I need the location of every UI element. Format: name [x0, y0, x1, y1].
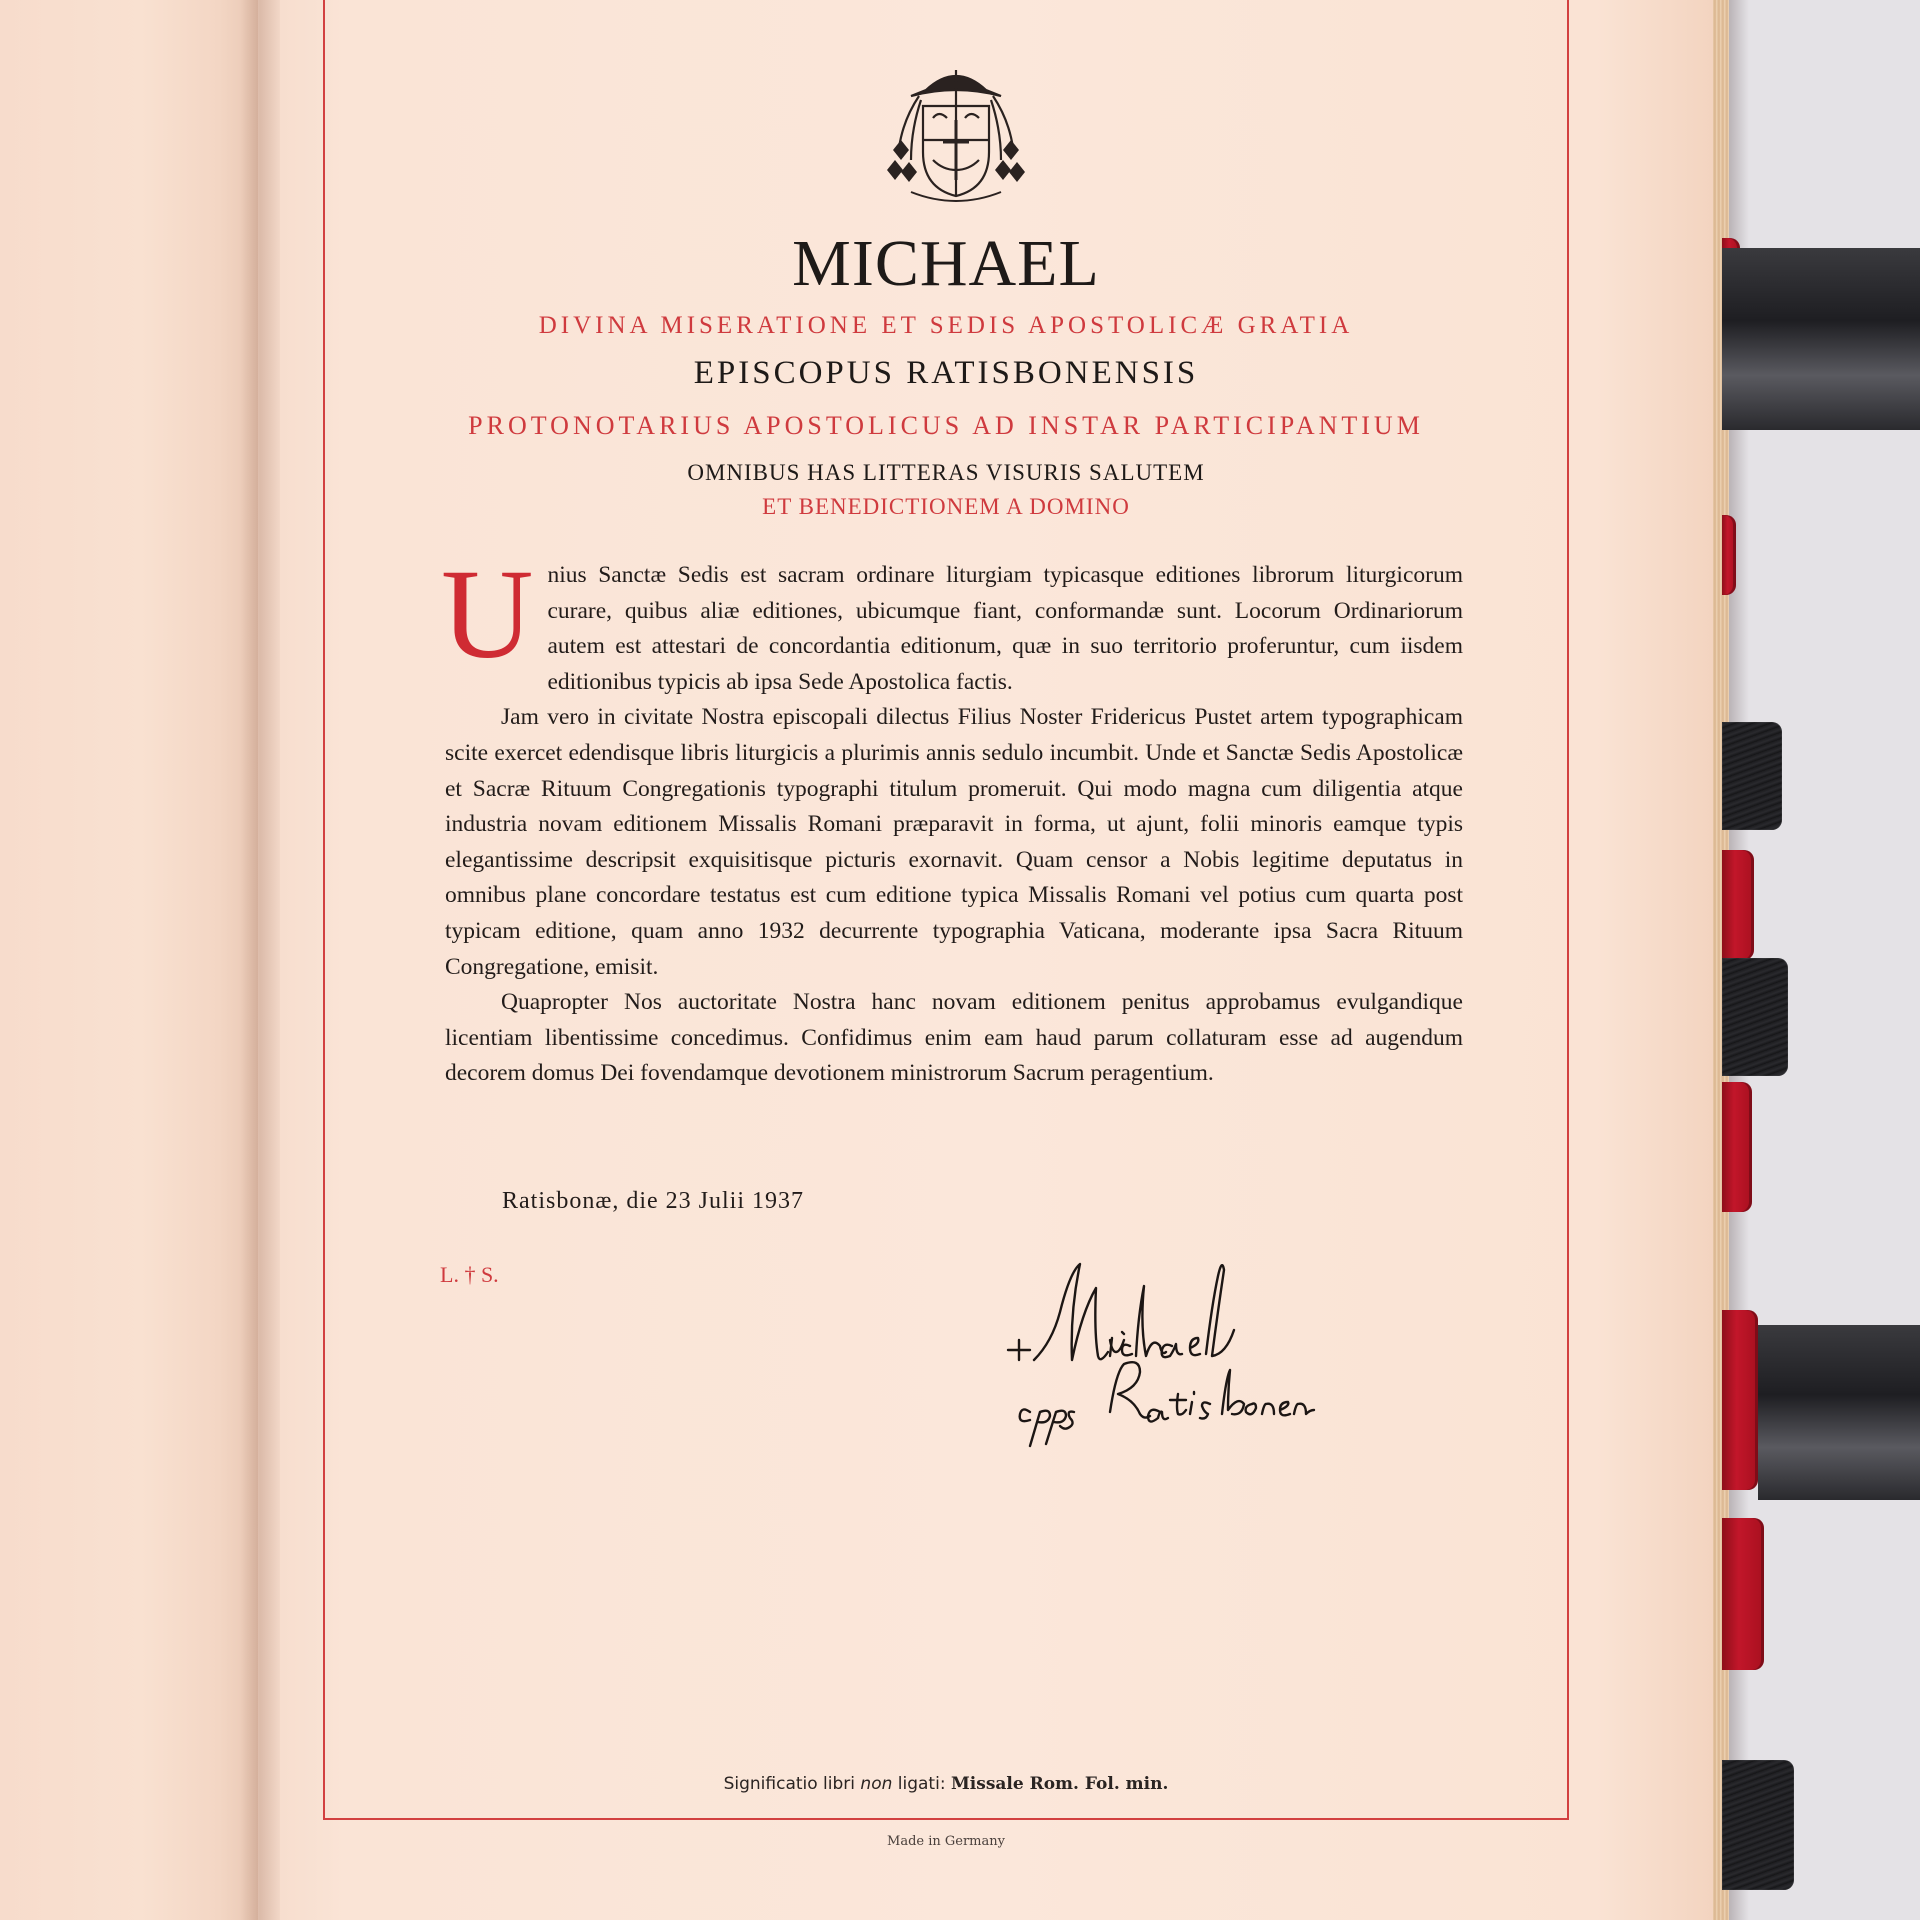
page-title: MICHAEL — [792, 227, 1100, 300]
subtitle-divina-miseratione: DIVINA MISERATIONE ET SEDIS APOSTOLICÆ GRATIA — [538, 312, 1354, 339]
episcopal-coat-of-arms-icon — [881, 60, 1031, 205]
index-tab-strip — [1758, 1325, 1920, 1500]
made-in-germany: Made in Germany — [887, 1834, 1005, 1849]
index-tab-red[interactable] — [1722, 515, 1736, 595]
footer-bold: Missale Rom. Fol. min. — [950, 1774, 1169, 1794]
footer-italic: non — [860, 1774, 893, 1794]
paragraph-2: Jam vero in civitate Nostra episcopali dilectus Filius Noster Fridericus Pustet artem typographicam scite exercet edendisque libris liturgicis a plurimis annis sedulo incumbit. Unde et Sanctæ Sedis Apostolicæ et Sacræ Rituum Congregationis typographi titulum promeruit. Qui modo magna cum diligentia atque industria novam editionem Missalis Romani præparavit in forma, ut ajunt, folii minoris eamque typis elegantissime descripsit exquisitisque picturis exornavit. Quam censor a Nobis legitime deputatus in omnibus plane concordare testatus est cum editione typica Missalis Romani vel potius cum quarta post typicam editione, quam anno 1932 decurrente typographia Vaticana, moderante ipsa Sacra Rituum Congregatione, emisit. — [445, 704, 1463, 980]
subtitle-protonotarius: PROTONOTARIUS APOSTOLICUS AD INSTAR PARTICIPANTIUM — [468, 411, 1424, 440]
footer-prefix: Significatio libri — [723, 1774, 861, 1794]
salutation-line-2: ET BENEDICTIONEM A DOMINO — [762, 494, 1130, 519]
footer-note — [323, 1774, 1569, 1794]
handwritten-signature — [1000, 1252, 1400, 1452]
drop-cap: U — [441, 543, 534, 685]
paragraph-3: Quapropter Nos auctoritate Nostra hanc novam editionem penitus approbamus evulgandique licentiam libentissime concedimus. Confidimus enim eam haud parum collaturam esse ad augendum decorem domus Dei fovendamque devotionem ministrorum Sacrum peragentium. — [445, 989, 1463, 1087]
index-tab-red[interactable] — [1722, 1310, 1758, 1490]
left-page — [0, 0, 258, 1920]
letter-body — [441, 543, 1463, 1092]
paragraph-1 — [441, 543, 1463, 700]
seal-mark: L. † S. — [440, 1262, 499, 1287]
subtitle-episcopus: EPISCOPUS RATISBONENSIS — [693, 355, 1199, 391]
book-gutter — [240, 0, 280, 1920]
dateline: Ratisbonæ, die 23 Julii 1937 — [502, 1188, 805, 1214]
index-tab-red[interactable] — [1722, 1518, 1764, 1670]
index-tab-black[interactable] — [1722, 722, 1782, 830]
index-tab-strip — [1722, 248, 1920, 430]
paragraph-1-text: nius Sanctæ Sedis est sacram ordinare liturgiam typicasque editiones librorum liturgicorum curare, quibus aliæ editiones, ubicumque fiant, conformandæ sunt. Locorum Ordinariorum autem est attestari de concordantia editionum, quæ in suo territorio proferuntur, cum iisdem editionibus typicis ab ipsa Sede Apostolica factis. — [547, 562, 1463, 695]
index-tab-black[interactable] — [1722, 958, 1788, 1076]
index-tab-red[interactable] — [1722, 1082, 1752, 1212]
index-tab-red[interactable] — [1722, 850, 1754, 960]
footer-middle: ligati: — [892, 1774, 951, 1794]
salutation-line-1: OMNIBUS HAS LITTERAS VISURIS SALUTEM — [687, 460, 1205, 485]
index-tab-black[interactable] — [1722, 1760, 1794, 1890]
